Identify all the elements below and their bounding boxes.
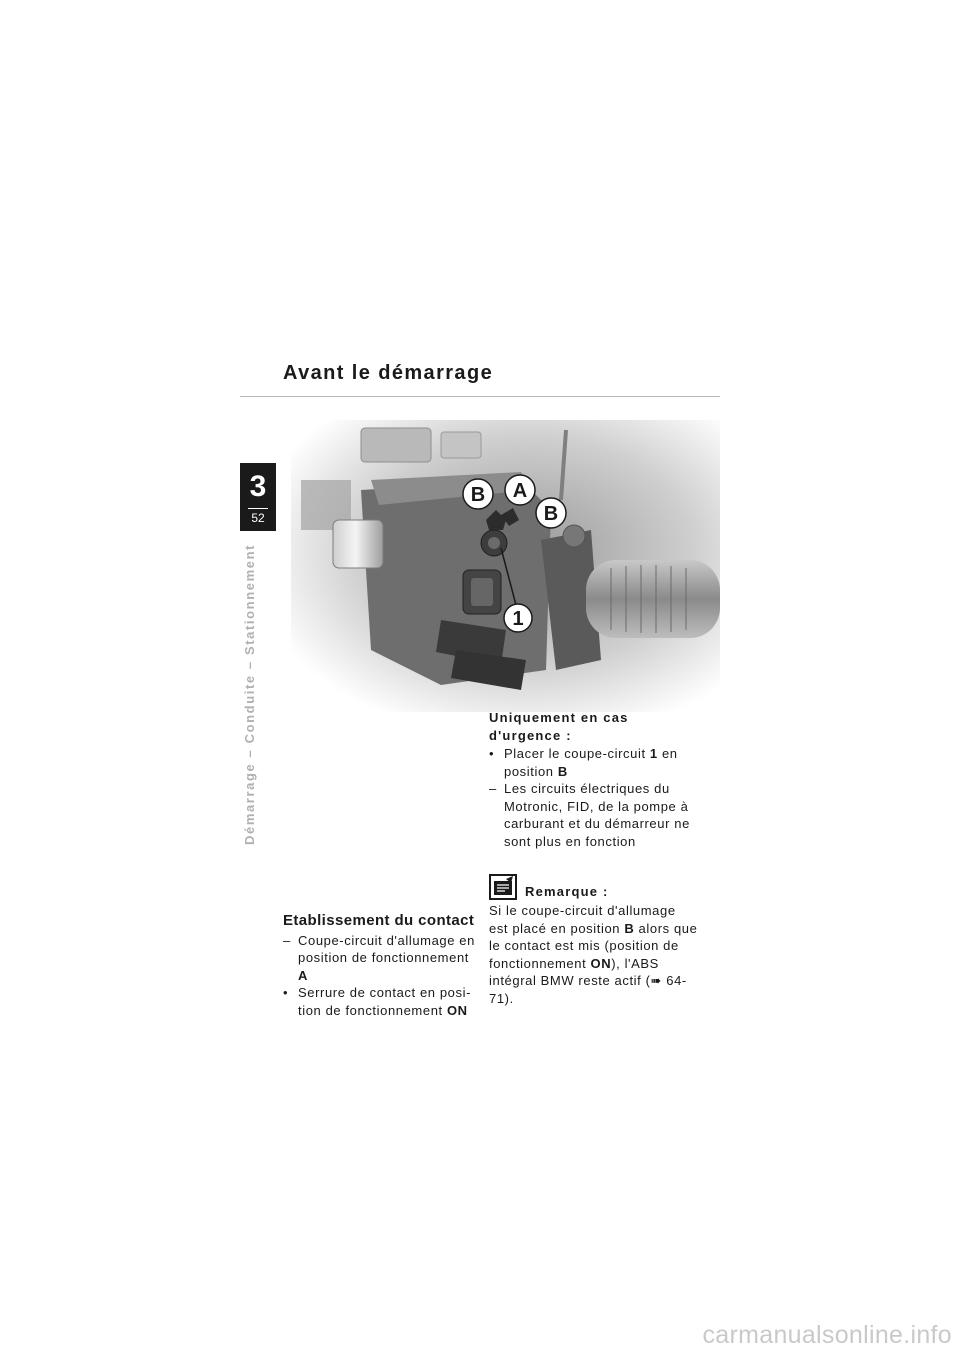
label-b-right-callout [536, 498, 566, 528]
label-b-right: B [543, 503, 559, 525]
chapter-divider [248, 508, 268, 509]
note-text [489, 902, 699, 1007]
item-text: Coupe-circuit d'allumage en position de fonctionnement [298, 932, 475, 965]
handlebar-switch-photo [291, 420, 720, 712]
chapter-number: 3 [249, 470, 267, 503]
dot-bullet: • [489, 746, 495, 761]
note-text-part: ), l'ABS intégral BMW reste actif ( [489, 955, 659, 988]
item-text: Placer le coupe-circuit [504, 746, 650, 761]
list-item [283, 984, 483, 1019]
list-item [489, 780, 699, 850]
item-bold: A [298, 967, 308, 983]
note-title: Remarque : [525, 883, 609, 899]
dash-bullet: – [489, 781, 497, 796]
note-bold: ON [590, 955, 612, 971]
dash-bullet: – [283, 932, 291, 948]
left-column [283, 912, 483, 1019]
label-b-left: B [470, 484, 486, 506]
note-bold: B [624, 920, 635, 936]
item-bold: B [557, 763, 568, 779]
note-text-part: Si le coupe-circuit d'allumage est placé en position [489, 903, 676, 936]
right-column [489, 709, 699, 1007]
section-heading-emergency: Uniquement en cas d'urgence : [489, 710, 629, 743]
chapter-side-label: Démarrage – Conduite – Stationnement [242, 543, 257, 845]
page-number: 52 [251, 511, 265, 525]
watermark: carmanualsonline.info [702, 1321, 952, 1349]
note-text-part: 64-71). [489, 973, 687, 1006]
chapter-tab [240, 463, 276, 531]
list-item [489, 745, 699, 780]
note-header [489, 874, 699, 900]
list-item [283, 932, 483, 985]
item-text: Serrure de contact en posi-tion de fonctionnement [298, 985, 472, 1018]
item-text: en position [504, 746, 678, 779]
dot-bullet: • [283, 985, 289, 1000]
label-1-callout [504, 604, 532, 632]
title-divider [240, 396, 720, 397]
label-b-left-callout [463, 479, 493, 509]
section-heading-contact: Etablissement du contact [283, 912, 475, 929]
note-icon [489, 874, 517, 900]
item-bold: ON [446, 1002, 468, 1018]
arrow-icon: ➠ [650, 973, 663, 988]
note-text-part: alors que le contact est mis (position de fonctionnement [489, 920, 698, 971]
label-a: A [512, 480, 528, 502]
label-1: 1 [512, 608, 524, 630]
note-block [489, 874, 699, 1007]
page-title: Avant le démarrage [283, 362, 494, 384]
item-bold: 1 [649, 746, 658, 761]
label-a-callout [505, 475, 535, 505]
item-text: Les circuits électriques du Motronic, FID, de la pompe à carburant et du démarreur ne sont plus en fonction [504, 781, 690, 849]
